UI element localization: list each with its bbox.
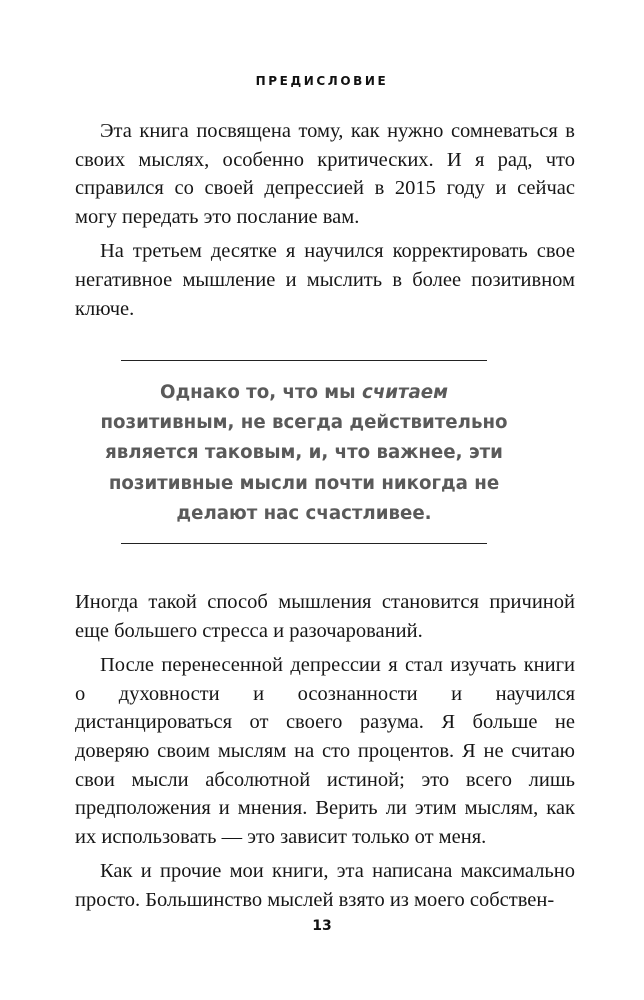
paragraph: На третьем десятке я научился корректировать свое негативное мышление и мыслить в более позитивном ключе. [75,240,575,320]
pull-quote-emphasis: считаем [361,382,448,403]
pull-quote-rule-top [121,360,487,361]
pull-quote-rule-bottom [121,543,487,544]
paragraph: Эта книга посвящена тому, как нужно сомневаться в своих мыслях, особенно критических. И я рад, что справился со своей депрессией в 2015 году и сейчас могу передать это послание вам. [75,120,575,228]
text-block-top [75,117,575,329]
pull-quote [100,378,508,529]
running-head: ПРЕДИСЛОВИЕ [255,74,389,88]
paragraph: Как и прочие мои книги, эта написана максимально просто. Большинство мыслей взято из моего собствен- [75,860,575,911]
paragraph: Иногда такой способ мышления становится причиной еще большего стресса и разочарований. [75,591,575,642]
page-number: 13 [312,918,332,934]
pull-quote-text: позитивным, не всегда действительно является таковым, и, что важнее, эти позитивные мысли почти никогда не делают нас счастливее. [100,412,508,524]
paragraph: После перенесенной депрессии я стал изучать книги о духовности и осознанности и научился дистанцироваться от своего разума. Я больше не доверяю своим мыслям на сто процентов. Я не считаю свои мысли абсолютной истиной; это всего лишь предположения и мнения. Верить ли этим мыслям, как их использовать — это зависит только от меня. [75,654,575,848]
text-block-bottom [75,588,575,921]
pull-quote-text: Однако то, что мы [160,382,362,403]
